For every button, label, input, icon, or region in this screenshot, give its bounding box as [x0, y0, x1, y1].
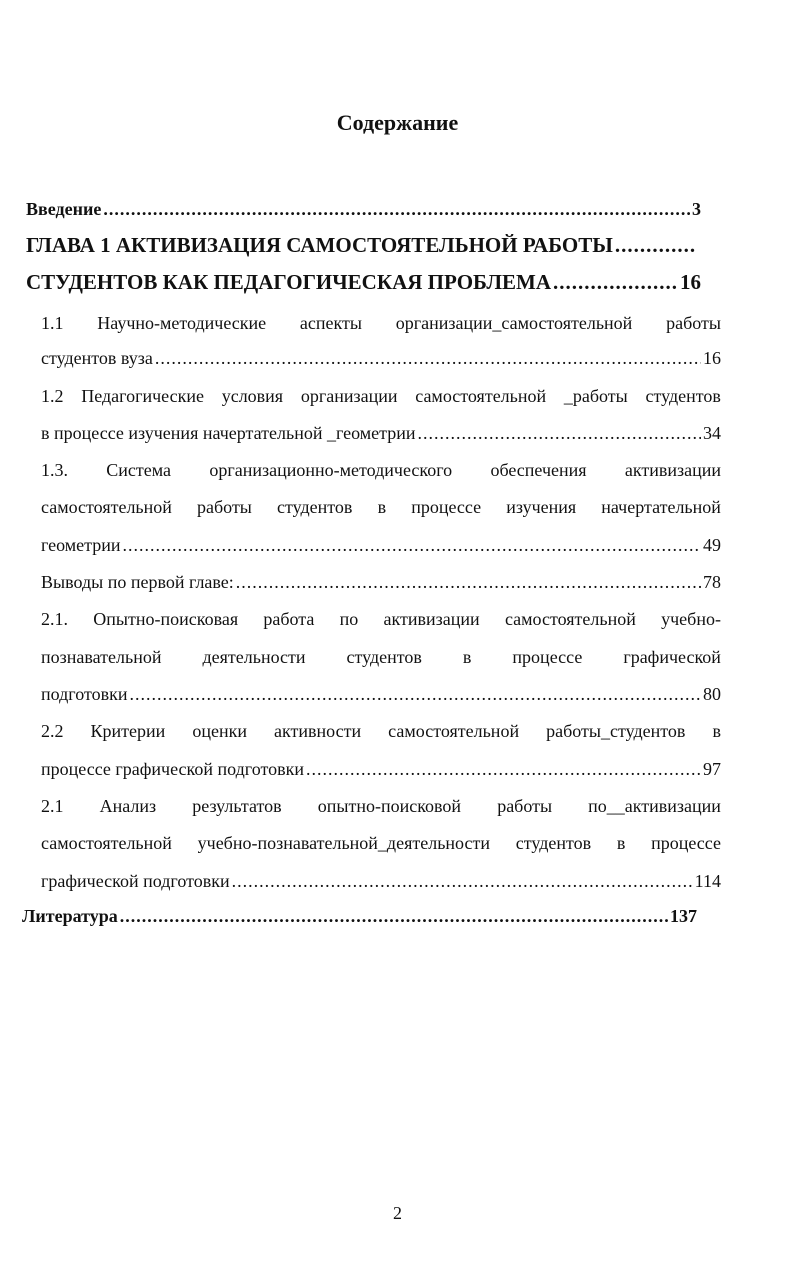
word: познавательной: [41, 647, 162, 667]
word: организации_самостоятельной: [395, 313, 633, 333]
toc-leader-dots: [232, 869, 693, 893]
word: Система: [106, 460, 172, 480]
toc-entry-label: Введение: [26, 199, 102, 219]
word: самостоятельной: [504, 609, 636, 629]
toc-entry-2-3-line3[interactable]: [41, 869, 721, 893]
toc-entry-label: геометрии: [41, 535, 121, 555]
toc-leader-dots: [418, 421, 702, 445]
word: Научно-методические: [97, 313, 267, 333]
word: Педагогические: [81, 386, 204, 406]
toc-page-number: 49: [703, 535, 721, 555]
word: аспекты: [299, 313, 362, 333]
word: деятельности: [202, 647, 306, 667]
toc-entry-2-2-line1[interactable]: [41, 719, 721, 743]
toc-entry-label: подготовки: [41, 684, 128, 704]
toc-page-number: 137: [670, 906, 697, 926]
word: студентов: [515, 833, 592, 853]
word: самостоятельной: [41, 833, 172, 853]
word: по__активизации: [588, 796, 721, 816]
toc-entry-label: Литература: [22, 906, 118, 926]
toc-entry-2-1-line2[interactable]: [41, 645, 721, 669]
toc-entry-label: графической подготовки: [41, 871, 230, 891]
word: 1.1: [41, 313, 64, 333]
word: графической: [623, 647, 721, 667]
toc-entry-1-2-line1[interactable]: [41, 384, 721, 408]
word: процессе: [651, 833, 721, 853]
toc-page-number: 97: [703, 759, 721, 779]
word: опытно-поисковой: [317, 796, 462, 816]
toc-entry-1-3-line3[interactable]: [41, 533, 721, 557]
page-number: 2: [393, 1203, 402, 1223]
toc-entry-2-2-line2[interactable]: [41, 757, 721, 781]
toc-entry-1-3-line1[interactable]: [41, 458, 721, 482]
word: 2.1: [41, 796, 64, 816]
toc-entry-label: СТУДЕНТОВ КАК ПЕДАГОГИЧЕСКАЯ ПРОБЛЕМА: [26, 270, 552, 294]
toc-leader-dots: [615, 233, 696, 257]
word: организации: [300, 386, 398, 406]
word: в: [712, 721, 721, 741]
word: организационно-методического: [209, 460, 453, 480]
word: в: [462, 647, 472, 667]
word: оценки: [192, 721, 247, 741]
toc-entry-label: процессе графической подготовки: [41, 759, 304, 779]
word: условия: [221, 386, 284, 406]
toc-entry-1-2-line2[interactable]: [41, 421, 721, 445]
toc-entry-conclusions[interactable]: [41, 570, 721, 594]
toc-entry-chapter1-line2[interactable]: [26, 270, 701, 294]
toc-leader-dots: [553, 270, 678, 294]
word: самостоятельной: [388, 721, 520, 741]
toc-page-number: 34: [703, 423, 721, 443]
word: в: [616, 833, 626, 853]
toc-entry-label: ГЛАВА 1 АКТИВИЗАЦИЯ САМОСТОЯТЕЛЬНОЙ РАБОТЫ: [26, 233, 613, 257]
toc-entry-1-1-line2[interactable]: [41, 346, 721, 370]
word: изучения: [506, 497, 577, 517]
toc-page-number: 16: [680, 270, 701, 294]
word: по: [339, 609, 359, 629]
toc-entry-label: студентов вуза: [41, 348, 153, 368]
word: 1.3.: [41, 460, 68, 480]
word: работы: [197, 497, 252, 517]
word: 1.2: [41, 386, 64, 406]
toc-page-number: 78: [703, 572, 721, 592]
toc-leader-dots: [129, 682, 701, 706]
toc-entry-2-3-line1[interactable]: [41, 794, 721, 818]
toc-leader-dots: [236, 570, 701, 594]
toc-page-number: 80: [703, 684, 721, 704]
word: учебно-познавательной_деятельности: [197, 833, 490, 853]
word: процессе: [411, 497, 482, 517]
toc-entry-intro[interactable]: [26, 197, 701, 221]
word: 2.1.: [41, 609, 68, 629]
toc-leader-dots: [306, 757, 701, 781]
toc-page-number: 16: [703, 348, 721, 368]
toc-entry-1-1-line1[interactable]: [41, 311, 721, 335]
word: учебно-: [661, 609, 721, 629]
toc-page-number: 114: [694, 871, 721, 891]
toc-entry-label: Выводы по первой главе:: [41, 572, 234, 592]
word: студентов: [645, 386, 721, 406]
toc-leader-dots: [120, 904, 668, 928]
toc-entry-chapter1-line1[interactable]: [26, 233, 698, 257]
word: _работы: [563, 386, 628, 406]
word: 2.2: [41, 721, 64, 741]
toc-entry-literature[interactable]: [22, 904, 697, 928]
word: обеспечения: [490, 460, 587, 480]
word: самостоятельной: [415, 386, 547, 406]
toc-entry-2-1-line1[interactable]: [41, 607, 721, 631]
word: результатов: [192, 796, 282, 816]
toc-entry-2-3-line2[interactable]: [41, 831, 721, 855]
word: Критерии: [90, 721, 166, 741]
word: работа: [263, 609, 315, 629]
toc-page-number: 3: [692, 199, 701, 219]
toc-leader-dots: [123, 533, 701, 557]
word: самостоятельной: [41, 497, 172, 517]
word: активности: [274, 721, 362, 741]
word: активизации: [383, 609, 480, 629]
word: работы_студентов: [546, 721, 686, 741]
word: работы: [497, 796, 553, 816]
word: Опытно-поисковая: [93, 609, 239, 629]
word: студентов: [277, 497, 353, 517]
toc-entry-1-3-line2[interactable]: [41, 495, 721, 519]
word: активизации: [624, 460, 721, 480]
toc-entry-label: в процессе изучения начертательной _геометрии: [41, 423, 416, 443]
toc-leader-dots: [155, 346, 701, 370]
toc-entry-2-1-line3[interactable]: [41, 682, 721, 706]
word: процессе: [512, 647, 583, 667]
word: начертательной: [601, 497, 721, 517]
toc-leader-dots: [103, 197, 690, 221]
word: Анализ: [99, 796, 157, 816]
word: студентов: [346, 647, 422, 667]
page-title: Содержание: [336, 110, 459, 135]
word: в: [377, 497, 387, 517]
word: работы: [666, 313, 721, 333]
